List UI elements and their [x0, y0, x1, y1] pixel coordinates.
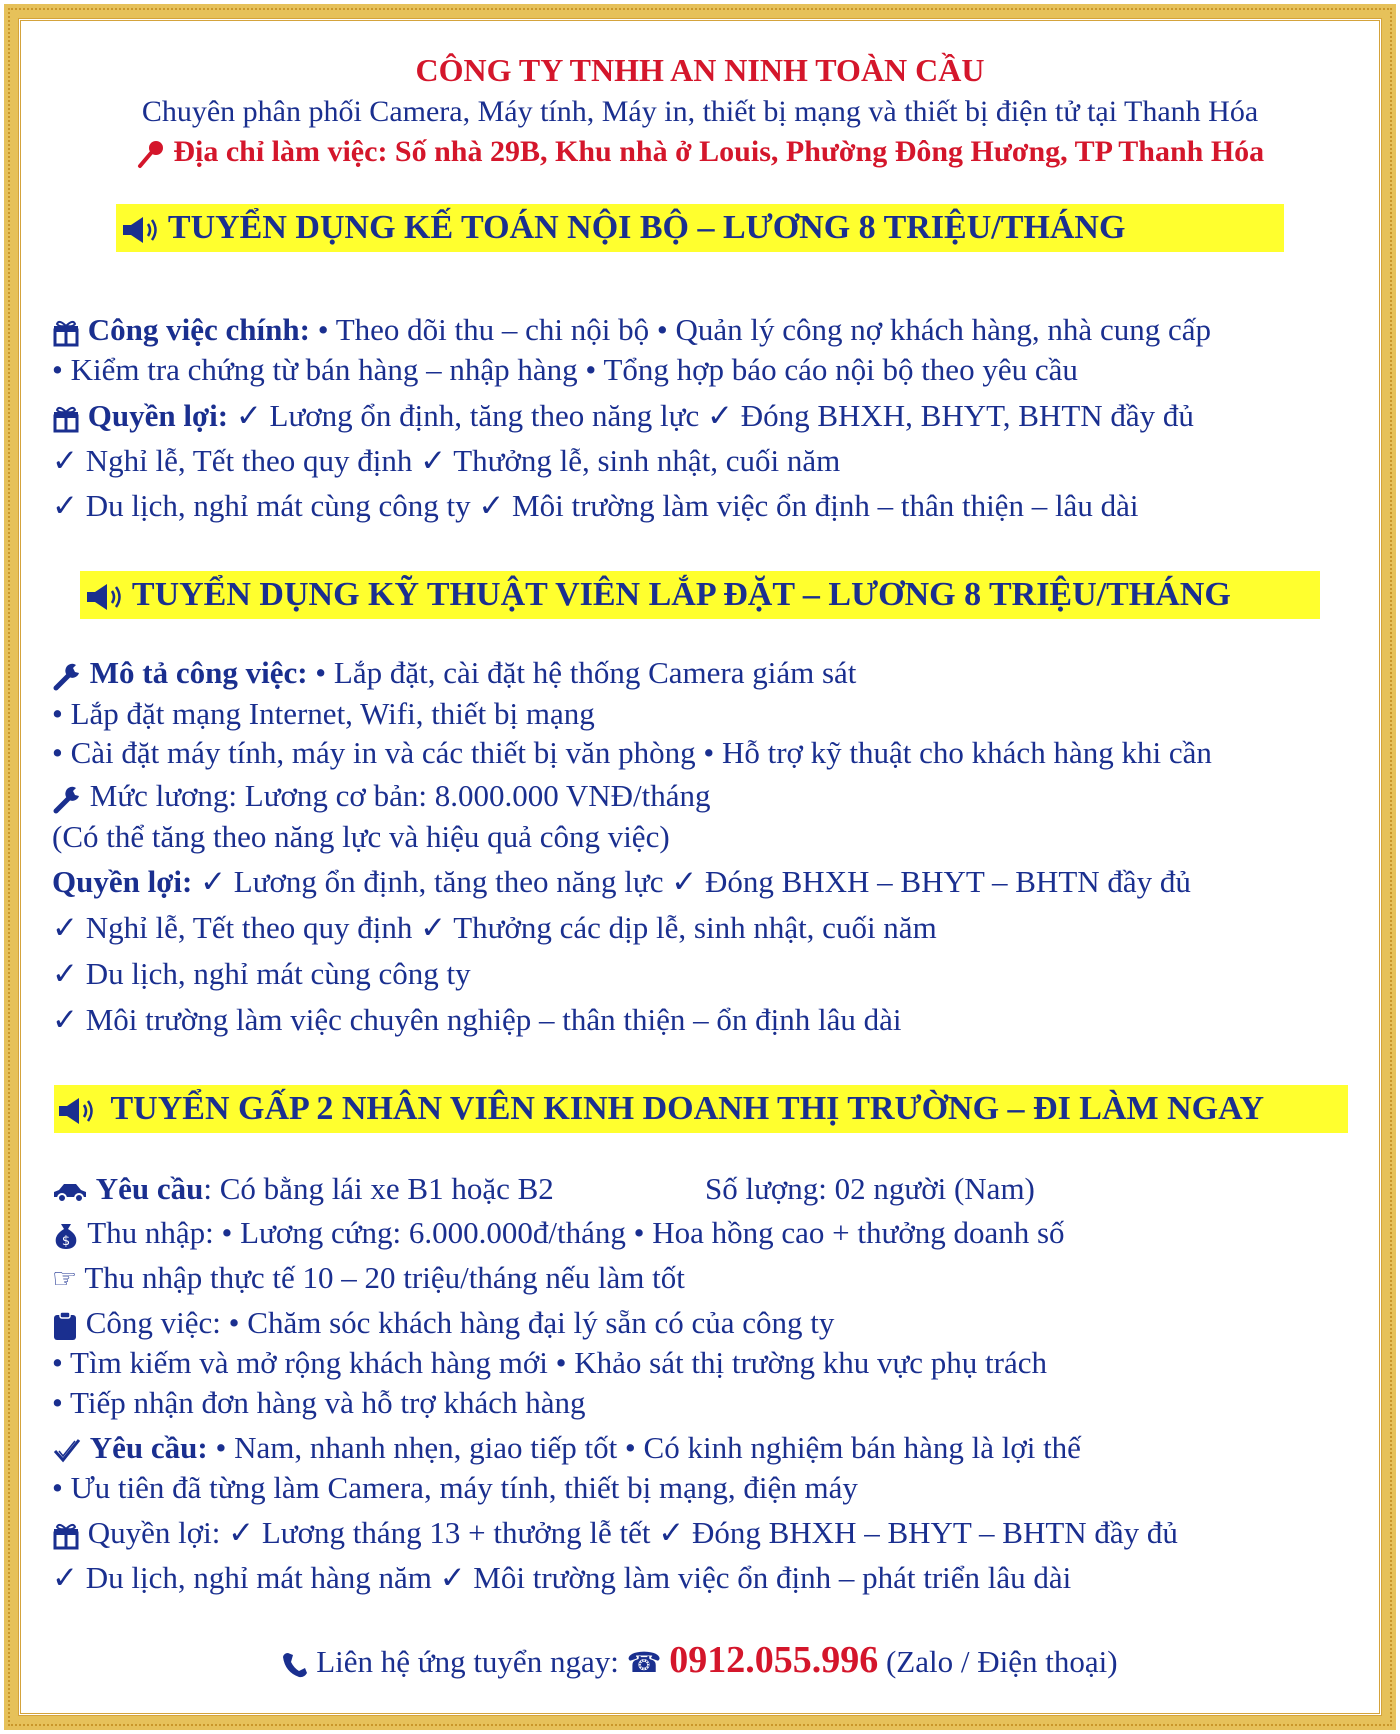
job2-heading: [80, 571, 1320, 619]
contact-line: [0, 1636, 1400, 1684]
telephone-icon: ☎: [626, 1646, 662, 1679]
job2-desc-line2: • Lắp đặt mạng Internet, Wifi, thiết bị mạng: [52, 696, 595, 731]
job2-benefit-line2: ✓ Nghỉ lễ, Tết theo quy định ✓ Thưởng các dịp lễ, sinh nhật, cuối năm: [52, 910, 937, 945]
job3-title: TUYỂN GẤP 2 NHÂN VIÊN KINH DOANH THỊ TRƯỜNG – ĐI LÀM NGAY: [110, 1090, 1265, 1127]
job3-benefit-1: Quyền lợi: ✓ Lương tháng 13 + thưởng lễ tết ✓ Đóng BHXH – BHYT – BHTN đầy đủ: [87, 1515, 1178, 1550]
wrench-icon: [52, 661, 82, 691]
job3-work-line1: [52, 1303, 834, 1343]
job1-work-line1: [52, 310, 1211, 350]
job3-quantity: Số lượng: 02 người (Nam): [705, 1171, 1035, 1206]
job2-benefit-label: Quyền lợi:: [52, 864, 193, 899]
job2-desc-label: Mô tả công việc:: [89, 655, 308, 690]
job2-desc-text: • Lắp đặt, cài đặt hệ thống Camera giám sát: [307, 655, 857, 690]
company-name: CÔNG TY TNHH AN NINH TOÀN CẦU: [415, 52, 985, 88]
job2-salary-note: (Có thể tăng theo năng lực và hiệu quả công việc): [52, 819, 670, 854]
job3-req2-line1: [52, 1428, 1081, 1468]
job3-heading: [54, 1085, 1348, 1133]
job1-benefit-line2: ✓ Nghỉ lễ, Tết theo quy định ✓ Thưởng lễ, sinh nhật, cuối năm: [52, 443, 841, 478]
contact-note: (Zalo / Điện thoại): [885, 1644, 1118, 1679]
gift-icon: [52, 405, 80, 433]
wrench-icon: [52, 784, 82, 814]
job3-req-line: [52, 1169, 554, 1209]
job3-req2-1: • Nam, nhanh nhẹn, giao tiếp tốt • Có kinh nghiệm bán hàng là lợi thế: [207, 1430, 1081, 1465]
job1-benefit-label: Quyền lợi:: [87, 398, 229, 433]
job3-req-label: Yêu cầu: [95, 1171, 204, 1206]
job3-benefit-line1: [52, 1513, 1178, 1553]
job3-work-1: Công việc: • Chăm sóc khách hàng đại lý sẵn có của công ty: [85, 1305, 835, 1340]
money-bag-icon: [52, 1221, 80, 1251]
job1-benefit-line1: [52, 396, 1194, 436]
contact-label: Liên hệ ứng tuyển ngay:: [316, 1644, 619, 1679]
job2-benefit-line4: ✓ Môi trường làm việc chuyên nghiệp – thân thiện – ổn định lâu dài: [52, 1002, 902, 1037]
gift-icon: [52, 319, 80, 347]
job3-benefit-line2: ✓ Du lịch, nghỉ mát hàng năm ✓ Môi trường làm việc ổn định – phát triển lâu dài: [52, 1560, 1072, 1595]
job2-salary: Mức lương: Lương cơ bản: 8.000.000 VNĐ/tháng: [89, 778, 711, 813]
megaphone-icon: [56, 1095, 96, 1127]
svg-text:$: $: [61, 1233, 71, 1249]
job3-income-real-line: [52, 1258, 685, 1299]
pointing-hand-icon: ☞: [52, 1262, 78, 1295]
job1-work-line2: • Kiểm tra chứng từ bán hàng – nhập hàng • Tổng hợp báo cáo nội bộ theo yêu cầu: [52, 352, 1078, 387]
job2-benefit-line1: [52, 862, 1191, 902]
job3-work-line3: • Tiếp nhận đơn hàng và hỗ trợ khách hàng: [52, 1385, 586, 1420]
job1-benefit-text: ✓ Lương ổn định, tăng theo năng lực ✓ Đóng BHXH, BHYT, BHTN đầy đủ: [228, 398, 1194, 433]
address-line: [0, 132, 1400, 172]
address-text: Địa chỉ làm việc: Số nhà 29B, Khu nhà ở Louis, Phường Đông Hương, TP Thanh Hóa: [173, 135, 1265, 168]
phone-handset-icon: [282, 1651, 308, 1679]
job3-req-text: : Có bằng lái xe B1 hoặc B2: [203, 1171, 554, 1206]
job3-income-line: [52, 1213, 1065, 1253]
megaphone-icon: [84, 581, 124, 613]
contact-phone[interactable]: 0912.055.996: [669, 1639, 879, 1681]
job3-income-real: Thu nhập thực tế 10 – 20 triệu/tháng nếu làm tốt: [84, 1260, 685, 1295]
job2-desc-line3: • Cài đặt máy tính, máy in và các thiết bị văn phòng • Hỗ trợ kỹ thuật cho khách hàng khi cần: [52, 735, 1212, 770]
job1-benefit-line3: ✓ Du lịch, nghỉ mát cùng công ty ✓ Môi trường làm việc ổn định – thân thiện – lâu dài: [52, 488, 1139, 523]
job1-work-text: • Theo dõi thu – chi nội bộ • Quản lý công nợ khách hàng, nhà cung cấp: [309, 312, 1211, 347]
clipboard-icon: [52, 1311, 78, 1341]
job3-income: Thu nhập: • Lương cứng: 6.000.000đ/tháng • Hoa hồng cao + thưởng doanh số: [87, 1215, 1065, 1250]
job1-work-label: Công việc chính:: [87, 312, 310, 347]
car-icon: [52, 1179, 88, 1205]
job3-req2-label: Yêu cầu:: [89, 1430, 208, 1465]
job2-benefit-line3: ✓ Du lịch, nghỉ mát cùng công ty: [52, 956, 471, 991]
job2-benefit-text: ✓ Lương ổn định, tăng theo năng lực ✓ Đóng BHXH – BHYT – BHTN đầy đủ: [192, 864, 1191, 899]
job1-title: TUYỂN DỤNG KẾ TOÁN NỘI BỘ – LƯƠNG 8 TRIỆU/THÁNG: [167, 209, 1126, 246]
check-icon: [52, 1437, 82, 1465]
job3-work-line2: • Tìm kiếm và mở rộng khách hàng mới • Khảo sát thị trường khu vực phụ trách: [52, 1345, 1047, 1380]
company-tagline: Chuyên phân phối Camera, Máy tính, Máy in, thiết bị mạng và thiết bị điện tử tại Thanh Hóa: [141, 95, 1259, 128]
job2-title: TUYỂN DỤNG KỸ THUẬT VIÊN LẮP ĐẶT – LƯƠNG 8 TRIỆU/THÁNG: [131, 576, 1231, 613]
job2-salary-line: [52, 776, 711, 816]
gift-icon: [52, 1522, 80, 1550]
job2-desc-line1: [52, 653, 856, 693]
job1-heading: [116, 204, 1284, 252]
pin-icon: [136, 139, 166, 169]
megaphone-icon: [120, 214, 160, 246]
job3-req2-line2: • Ưu tiên đã từng làm Camera, máy tính, thiết bị mạng, điện máy: [52, 1470, 858, 1505]
